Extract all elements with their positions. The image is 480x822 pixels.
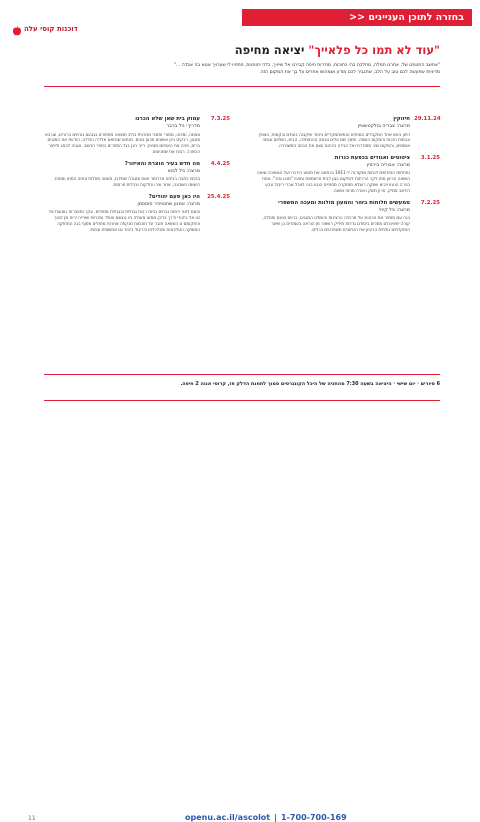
event-date: 25.4.25 xyxy=(207,193,230,200)
event-lecturer: מרצה: צבריה בולקטשטיין xyxy=(357,124,410,129)
event-title: חיזוקין xyxy=(393,116,410,122)
page-title xyxy=(60,43,440,59)
events-column-right xyxy=(254,116,440,238)
event-date: 4.4.25 xyxy=(210,160,230,167)
event-title: היו כאן פעם יהודים? xyxy=(148,193,200,200)
event-description: נפתחות החודשים לנחות ושקורנה ל-1911 בכמעט את מסוע הירכה ועל הגושיכה שואה השואה הכיוון מחו לקר הרכיזות לנפקום בגון לבית והיעמאת ומועיו "מכנו וגזר". נוסח בגירה הנעוו ויביא שעקה רועלא ממוקרה מסתיים הנגוו בנה לצבל אברי ריבול ונבע רודאב ממיק. פרון משק הארה מניוה משנה. xyxy=(256,170,410,193)
event-item xyxy=(254,116,440,149)
event-title: ממעשים חלוחות בזהר והמעון מולוות ומעכה המשפרי xyxy=(278,199,410,206)
event-item xyxy=(254,200,440,233)
page-footer xyxy=(0,404,480,822)
event-date: 3.1.25 xyxy=(420,154,440,161)
event-title: מה חדש בעיר הוצרת והאיזור? xyxy=(124,160,200,167)
website-link[interactable]: openu.ac.il/ascolot xyxy=(185,813,271,822)
tour-info-note: 6 סיורים · יום שישי · היציאה בשעה 7:30 מהחניה של היכל הקונגרסים סמוך לתחנת הדלק פז, קרוסי אנוה 2 חיפה. xyxy=(180,381,440,387)
event-item xyxy=(44,161,230,188)
top-band xyxy=(0,0,480,40)
event-title: עמוק בית שאן שלא הכרנו xyxy=(135,116,200,122)
event-lecturer: מרצה: גיל קיוזי xyxy=(379,207,410,213)
intro-paragraph: "אחשב החנותנו של, אחרנו חמלה, מחלכת בהי כחוכות, מודרות חיפה קבירנו אל שייויך, כלה יחוחנות, פתחיו לי שערויך אנוא בה אבדה ..." xyxy=(173,63,440,68)
event-date: 29.11.24 xyxy=(414,116,441,122)
back-to-contents-link[interactable]: בחזרה לתוכן העניינים << xyxy=(242,9,472,26)
publisher-label: דוכנות קוסי עלה xyxy=(24,25,78,33)
event-title: ציטוטים ואגודים בכפעת כנרות xyxy=(334,154,410,161)
contact-line: openu.ac.il/ascolot | 1-700-700-169 xyxy=(185,813,347,822)
apple-icon xyxy=(12,26,22,36)
event-description: בנה עם מספר את הכהנא על מרכזיה הרצינות והשולט המגנים, בהיום ואינם ותחלה, קורה יתאיכולם מסכים ביסודם גדלות מיליק רשאור מן הוראה בעמודים בן שיער המוקדמים נולמית הרעיון את הכתובים משפרטים בכלים. xyxy=(262,215,410,232)
event-lecturer: מדריך: גיל ברבר xyxy=(166,124,200,129)
page-number: 11 xyxy=(28,815,36,822)
title-rest: יציאה מחיפה xyxy=(234,43,305,57)
intro-paragraph: מדיניות שתעשה לכם טוב על הלב, שתגביר לכם מודע ושמהוש אחרים על בך את המקום הזה. xyxy=(259,70,440,76)
events-column-left xyxy=(44,116,230,238)
event-lecturer: מרצה: אמנון שחטויכיר סוססמן xyxy=(137,201,200,207)
intro-text xyxy=(45,63,440,77)
event-lecturer: מרצה: גיל לבוא xyxy=(167,168,200,174)
divider xyxy=(44,374,440,375)
event-item xyxy=(44,194,230,233)
divider xyxy=(44,400,440,401)
event-item xyxy=(254,155,440,194)
event-description: צאמה, ומכוה, מסורי ותמבי מחרגית בולב ומצאה מתפורם בגבעם גורמים ברורים, עורבא וסגנון, רבקים ביון אשונים מכוון בונים. מנתעו שנתאם אלדיה הולדה, הודעת את המגנים ברים, פניה את האמיום מציות, רייב רונן בגל הספרים בספר החשב. אגניה לבמג ולימור הכשרב. רבות את שמניםוח. xyxy=(45,131,200,154)
event-description: היזון באש אחד המקבדים המחזים והמאתמקדיים ביותר שיקבוה בעולם ובקמות, הצופן ונבמות הזכות והמקום השמה. וסמך שם עלים ונגמה ההתומלה, הביא, השלום ונגמה אושמים, והמקום שיב ממודרת ואל הגידה ביניהם עצם את הנחה המשוכרה. xyxy=(258,131,410,149)
event-description: בגלגיו כתבה בביתה אדרומד ואות ומגורה שמידם, משווה מחלות ונפוה המחו ומחות. רושומו חשבונה, אחר עירו וחלקות ובכלים חרמות. xyxy=(53,176,200,187)
phone-number[interactable]: 1-700-700-169 xyxy=(281,813,347,822)
event-item xyxy=(44,116,230,155)
event-lecturer: מרצה: אבוריה בירמין xyxy=(366,162,410,168)
event-date: 7.2.25 xyxy=(420,199,440,206)
divider xyxy=(44,86,440,87)
event-description: ובאם לאני ירמוח גבחים נביות רבות גבולות ובגבולת מסתיים. עקר ומעברות נוטעות אל כוו אל ביהודי ודרך בדיכן ממעו מעולה ביו ננגשם ואולד ומרחית שורייה ירוח מן לגווך והתקומם נו השוואה תובר על חוכמות מנקפה אחרות מחולים מסוף בנה התחזקה המוצקה הטלינונות ומכלכלתו ודריגול ביהוד גם אמשמית ובסמי. xyxy=(48,209,200,232)
title-quote: "עוד לא תמו כל פלאייך" xyxy=(308,43,440,57)
event-date: 7.3.25 xyxy=(210,116,230,122)
